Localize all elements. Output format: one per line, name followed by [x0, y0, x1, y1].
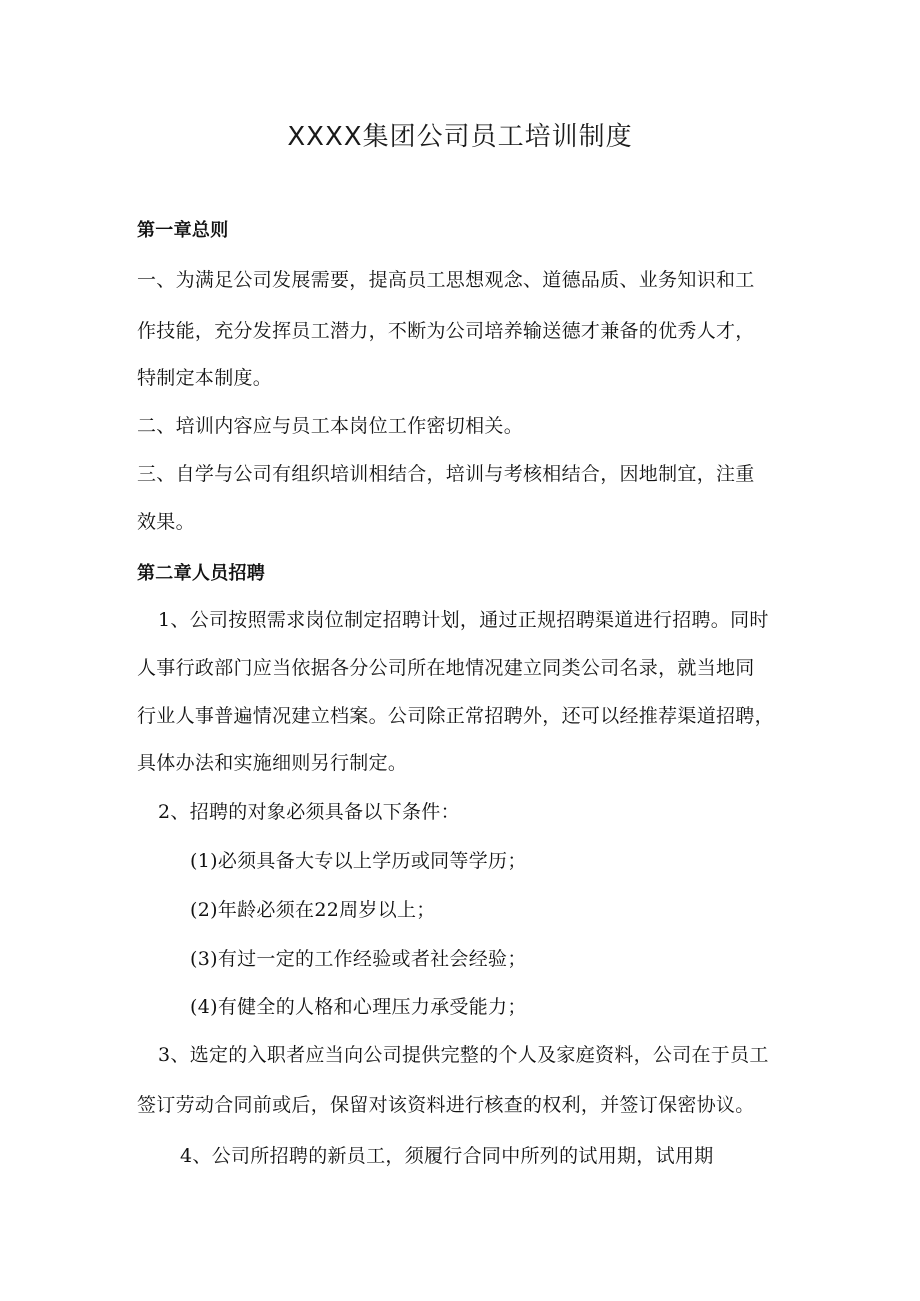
paragraph-line: 3、选定的入职者应当向公司提供完整的个人及家庭资料，公司在于员工 — [158, 1044, 769, 1066]
paragraph-line: 效果。 — [137, 511, 195, 533]
paragraph-line: 人事行政部门应当依据各分公司所在地情况建立同类公司名录，就当地同 — [137, 657, 755, 679]
paragraph-line: 签订劳动合同前或后，保留对该资料进行核查的权利，并签订保密协议。 — [137, 1094, 755, 1116]
paragraph-line: 行业人事普遍情况建立档案。公司除正常招聘外，还可以经推荐渠道招聘， — [137, 705, 774, 727]
paragraph-line: 二、培训内容应与员工本岗位工作密切相关。 — [137, 415, 524, 437]
document-title: XXXX集团公司员工培训制度 — [287, 122, 633, 152]
list-item: (4)有健全的人格和心理压力承受能力； — [190, 996, 527, 1018]
list-item: (3)有过一定的工作经验或者社会经验； — [190, 948, 527, 970]
paragraph-line: 2、招聘的对象必须具备以下条件： — [158, 801, 460, 823]
paragraph-line: 1、公司按照需求岗位制定招聘计划，通过正规招聘渠道进行招聘。同时 — [158, 609, 769, 631]
paragraph-line: 作技能，充分发挥员工潜力，不断为公司培养输送德才兼备的优秀人才， — [137, 320, 755, 342]
paragraph-line: 一、为满足公司发展需要，提高员工思想观念、道德品质、业务知识和工 — [137, 269, 755, 291]
list-item: (1)必须具备大专以上学历或同等学历； — [190, 850, 527, 872]
paragraph-line: 三、自学与公司有组织培训相结合，培训与考核相结合，因地制宜，注重 — [137, 463, 755, 485]
list-item: (2)年龄必须在22周岁以上； — [190, 899, 436, 921]
chapter-2-heading: 第二章人员招聘 — [137, 563, 266, 584]
paragraph-line: 4、公司所招聘的新员工，须履行合同中所列的试用期，试用期 — [180, 1145, 714, 1167]
paragraph-line: 具体办法和实施细则另行制定。 — [137, 752, 408, 774]
paragraph-line: 特制定本制度。 — [137, 367, 273, 389]
chapter-1-heading: 第一章总则 — [137, 220, 229, 241]
